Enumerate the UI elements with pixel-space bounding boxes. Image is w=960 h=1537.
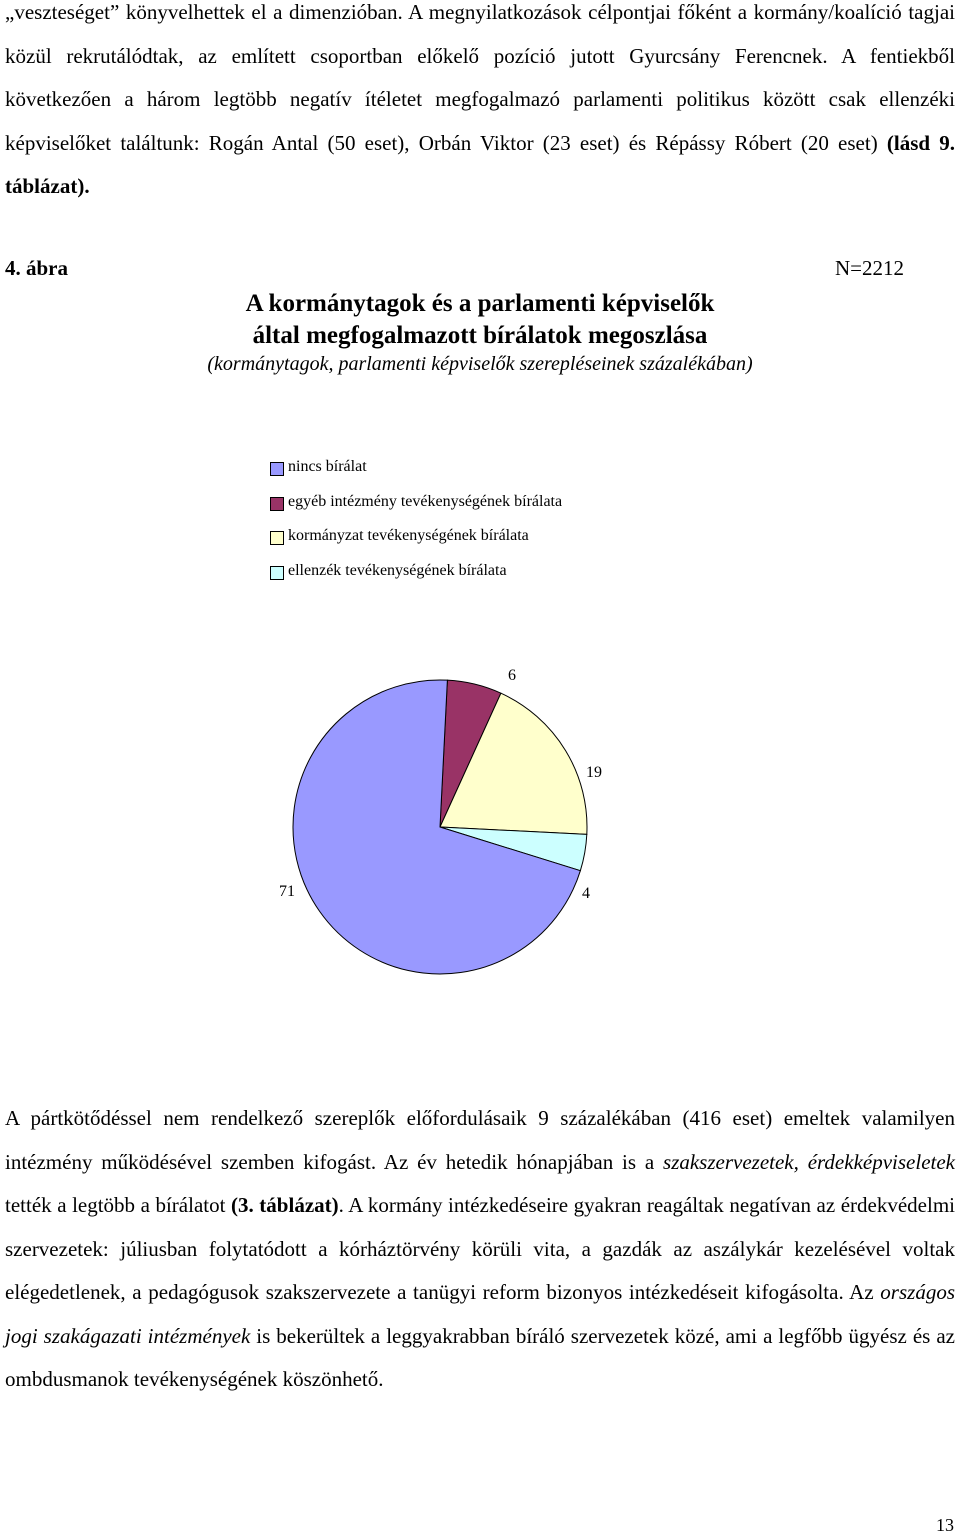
slice-data-label: 19 (586, 764, 602, 781)
figure-label: 4. ábra (5, 256, 68, 280)
legend-label: kormányzat tevékenységének bírálata (288, 527, 529, 544)
legend-label: nincs bírálat (288, 458, 367, 475)
body-italic-text: országos jogi szakágazati intézmények (5, 1280, 955, 1348)
body-text: tették a legtöbb a bírálatot (5, 1193, 232, 1217)
chart-title-line2: által megfogalmazott bírálatok megoszlása (252, 322, 708, 349)
legend-swatch (270, 531, 284, 545)
slice-data-label: 4 (582, 885, 590, 902)
legend-swatch (270, 566, 284, 580)
body-text: . A kormány intézkedéseire gyakran reagáltak negatívan az érdekvédelmi szervezetek: júliusban folytatódott a kórháztörvény körüli vita, a gazdák az aszálykár kezelésével voltak elégedetlenek, a pedagógusok szakszervezete a tanügyi reform bizonyos intézkedéseit kifogásolta. Az (5, 1193, 955, 1304)
table-reference: (lásd 9. táblázat). (5, 130, 955, 198)
body-text: is bekerültek a leggyakrabban bíráló szervezetek közé, ami a legfőbb ügyész és az ombdusmanok tevékenységének köszönhető. (5, 1323, 955, 1391)
sample-size: N=2212 (834, 256, 904, 280)
intro-text: „veszteséget” könyvelhettek el a dimenzióban. A megnyilatkozások célpontjai főként a kormány/koalíció tagjai közül rekrutálódtak, az említett csoportban előkelő pozíció jutott Gyurcsány Ferencnek. A fentiekből következően a három legtöbb negatív ítéletet megfogalmazó parlamenti politikus között csak ellenzéki képviselőket találtunk: Rogán Antal (50 eset), Orbán Viktor (23 eset) és Répássy Róbert (20 eset) (5, 0, 955, 155)
table-reference: (3. táblázat) (231, 1193, 339, 1217)
body-italic-text: szakszervezetek, érdekképviseletek (663, 1149, 955, 1174)
intro-paragraph (5, 0, 955, 209)
page-number: 13 (936, 1515, 954, 1535)
body-text: A pártkötődéssel nem rendelkező szereplők előfordulásaik 9 százalékában (416 eset) emeltek valamilyen intézmény működésével szemben kifogást. Az év hetedik hónapjában is a (5, 1106, 955, 1174)
chart-subtitle: (kormánytagok, parlamenti képviselők szerepléseinek százalékában) (207, 353, 753, 375)
legend-label: egyéb intézmény tevékenységének bírálata (288, 492, 563, 510)
legend-swatch (270, 497, 284, 511)
slice-data-label: 6 (508, 667, 516, 684)
legend-label: ellenzék tevékenységének bírálata (288, 561, 507, 579)
chart-title-line1: A kormánytagok és a parlamenti képviselők (245, 290, 715, 317)
pie-chart (0, 640, 960, 1040)
body-paragraph (5, 1097, 955, 1402)
legend-swatch (270, 462, 284, 476)
figure-header (5, 256, 904, 286)
slice-data-label: 71 (279, 883, 295, 900)
